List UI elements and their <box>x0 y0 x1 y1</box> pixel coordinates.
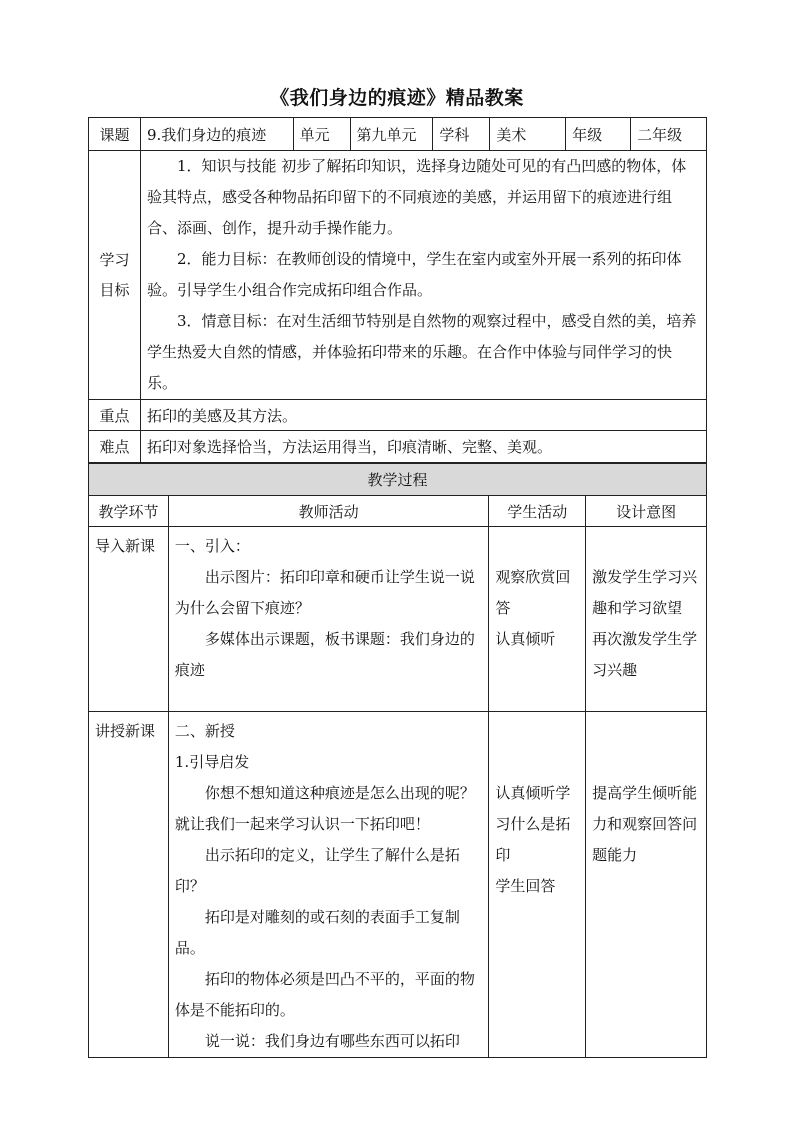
student-activity-cell <box>489 527 586 712</box>
column-design: 设计意图 <box>586 496 707 527</box>
stage-cell <box>89 712 169 1058</box>
design-line: 激发学生学习兴趣和学习欲望 <box>592 568 698 617</box>
design-line: 再次激发学生学习兴趣 <box>592 630 698 679</box>
teacher-line: 拓印是对雕刻的或石刻的表面手工复制品。 <box>174 908 460 957</box>
objectives-content <box>140 151 706 400</box>
stage-cell <box>89 527 169 712</box>
stage-name: 讲授新课 <box>95 722 156 740</box>
objectives-label-line-2: 目标 <box>99 281 130 299</box>
subject-label: 学科 <box>433 118 490 151</box>
table-row <box>89 712 707 1058</box>
page-title: 《我们身边的痕迹》精品教案 <box>270 87 524 109</box>
teacher-line: 一、引入： <box>174 537 250 555</box>
subject-value: 美术 <box>490 118 566 151</box>
table-row <box>89 527 707 712</box>
lesson-value: 9.我们身边的痕迹 <box>140 118 293 151</box>
design-intent-cell <box>586 527 707 712</box>
teacher-line: 出示图片：拓印印章和硬币让学生说一说为什么会留下痕迹？ <box>174 568 475 617</box>
student-activity-cell <box>489 712 586 1058</box>
grade-label: 年级 <box>566 118 631 151</box>
objectives-label <box>89 151 141 400</box>
student-line: 观察欣赏回答 <box>495 568 571 617</box>
stage-name: 导入新课 <box>95 537 156 555</box>
unit-label: 单元 <box>293 118 350 151</box>
teacher-activity-cell <box>168 712 488 1058</box>
unit-value: 第九单元 <box>350 118 433 151</box>
design-line: 提高学生倾听能力和观察回答问题能力 <box>592 784 698 864</box>
teacher-line: 你想不想知道这种痕迹是怎么出现的呢？就让我们一起来学习认识一下拓印吧！ <box>174 784 475 833</box>
objective-attitude: 3．情意目标：在对生活细节特别是自然物的观察过程中，感受自然的美，培养学生热爱大自然的情感，并体验拓印带来的乐趣。在合作中体验与同伴学习的快乐。 <box>146 312 697 392</box>
teacher-line: 出示拓印的定义，让学生了解什么是拓印？ <box>174 846 460 895</box>
process-header: 教学过程 <box>89 464 707 496</box>
objective-knowledge: 1．知识与技能 初步了解拓印知识，选择身边随处可见的有凸凹感的物体，体验其特点，感受各种物品拓印留下的不同痕迹的美感，并运用留下的痕迹进行组合、添画、创作，提升动手操作能力。 <box>146 157 687 237</box>
difficulty-label: 难点 <box>89 431 141 463</box>
column-teacher: 教师活动 <box>168 496 488 527</box>
design-intent-cell <box>586 712 707 1058</box>
column-stage: 教学环节 <box>89 496 169 527</box>
teacher-line: 二、新授 <box>174 722 235 740</box>
teacher-line: 多媒体出示课题，板书课题：我们身边的痕迹 <box>174 630 475 679</box>
teacher-line: 拓印的物体必须是凹凸不平的，平面的物体是不能拓印的。 <box>174 970 475 1019</box>
objective-ability: 2．能力目标：在教师创设的情境中，学生在室内或室外开展一系列的拓印体验。引导学生小组合作完成拓印组合作品。 <box>146 250 682 299</box>
teaching-process-table <box>88 463 707 1058</box>
key-point-label: 重点 <box>89 400 141 431</box>
student-line: 学生回答 <box>495 877 556 895</box>
lesson-info-table <box>88 117 707 463</box>
student-line: 认真倾听学习什么是拓印 <box>495 784 571 864</box>
column-student: 学生活动 <box>489 496 586 527</box>
teacher-activity-cell <box>168 527 488 712</box>
student-line: 认真倾听 <box>495 630 556 648</box>
difficulty-value: 拓印对象选择恰当，方法运用得当，印痕清晰、完整、美观。 <box>140 431 706 463</box>
grade-value: 二年级 <box>631 118 707 151</box>
teacher-line: 说一说：我们身边有哪些东西可以拓印 <box>204 1032 460 1050</box>
lesson-label: 课题 <box>89 118 141 151</box>
objectives-label-line-1: 学习 <box>99 251 130 269</box>
key-point-value: 拓印的美感及其方法。 <box>140 400 706 431</box>
teacher-line: 1.引导启发 <box>174 753 250 771</box>
